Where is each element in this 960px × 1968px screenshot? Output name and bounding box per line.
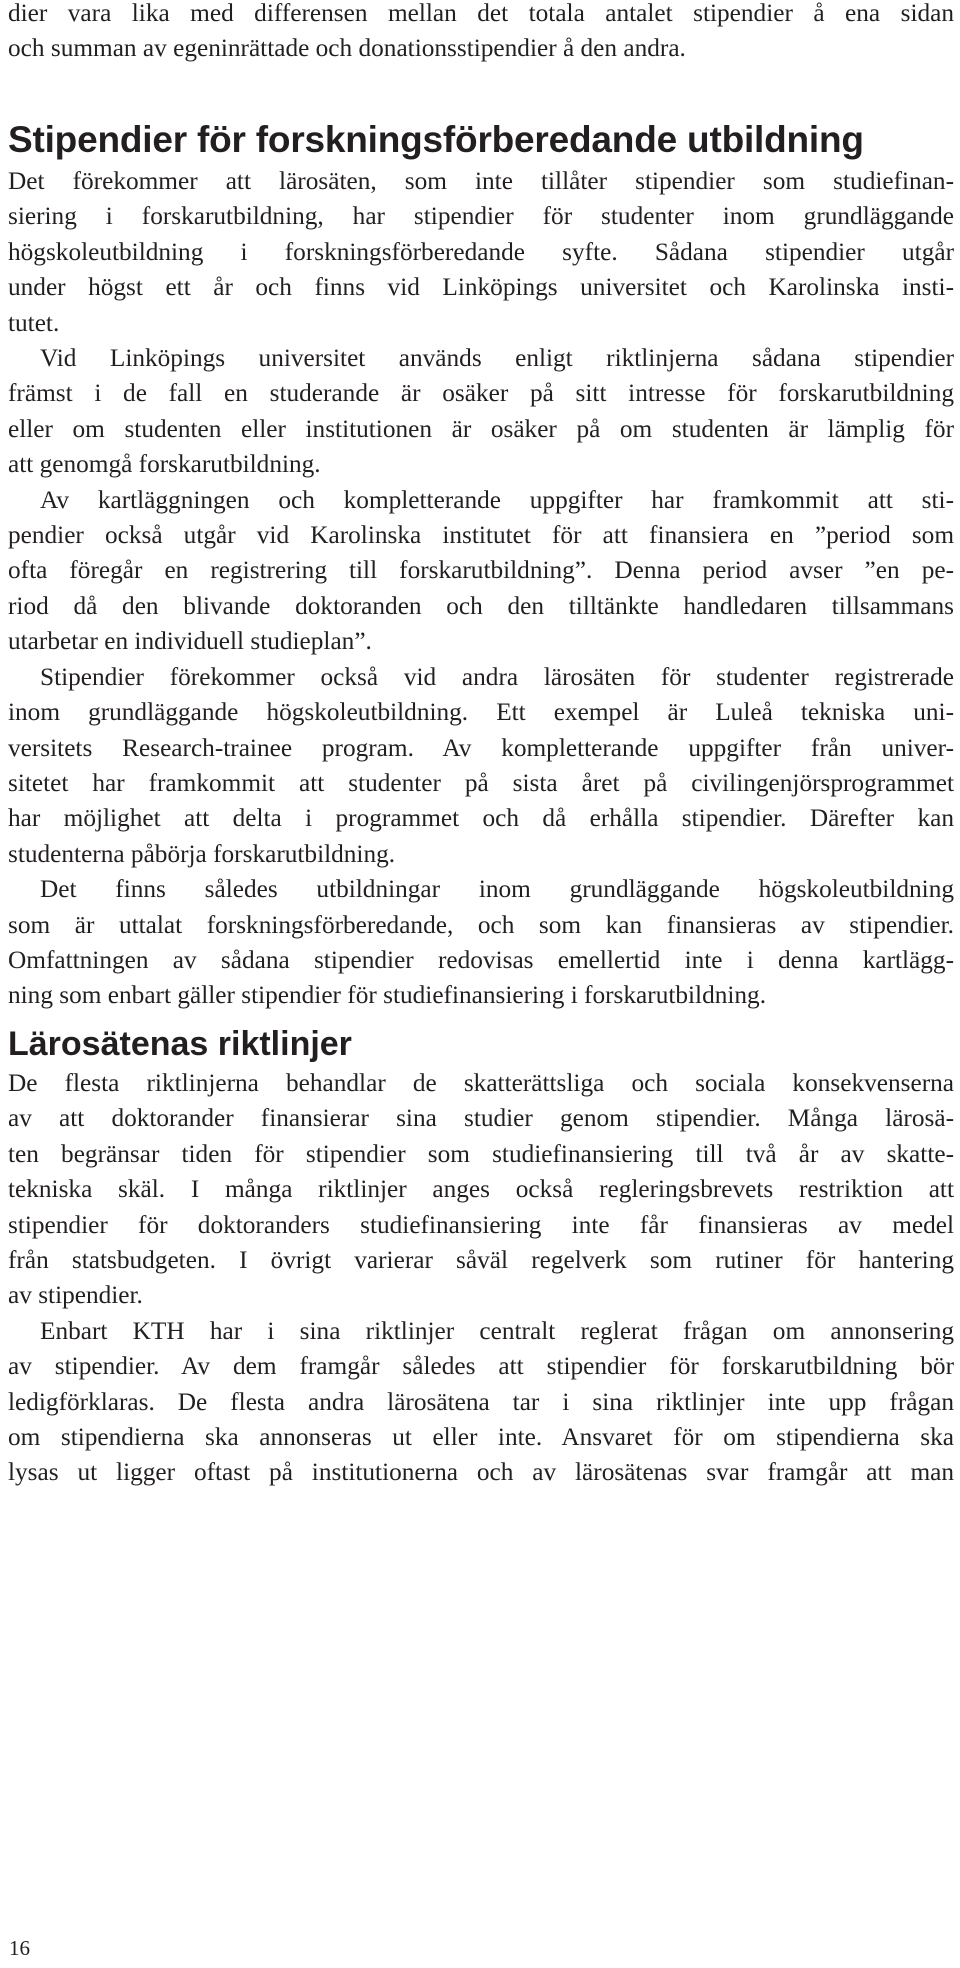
paragraph	[8, 1314, 954, 1491]
paragraph	[8, 164, 954, 341]
text-line: siering i forskarutbildning, har stipendier för studenter inom grundläggande	[8, 202, 954, 231]
text-line: av stipendier.	[8, 1281, 143, 1310]
paragraph	[8, 341, 954, 483]
text-line: pendier också utgår vid Karolinska institutet för att finansiera en ”period som	[8, 521, 954, 550]
text-line: Stipendier förekommer också vid andra lärosäten för studenter registrerade	[40, 662, 954, 691]
text-line: under högst ett år och finns vid Linköpings universitet och Karolinska insti-	[8, 273, 954, 302]
intro-line: och summan av egeninrättade och donationsstipendier å den andra.	[8, 34, 686, 63]
section-body	[8, 164, 954, 1014]
section-heading: Stipendier för forskningsförberedande utbildning	[8, 119, 864, 160]
section-heading-block	[8, 1022, 954, 1066]
text-line: Det finns således utbildningar inom grundläggande högskoleutbildning	[40, 875, 954, 904]
text-line: De flesta riktlinjerna behandlar de skatterättsliga och sociala konsekvenserna	[8, 1069, 954, 1097]
text-line: främst i de fall en studerande är osäker på sitt intresse för forskarutbildning	[8, 379, 954, 408]
text-line: ten begränsar tiden för stipendier som studiefinansiering till två år av skatte-	[8, 1139, 954, 1168]
text-line: Av kartläggningen och kompletterande uppgifter har framkommit att sti-	[40, 485, 954, 514]
text-line: studenterna påbörja forskarutbildning.	[8, 839, 396, 868]
text-line: Omfattningen av sådana stipendier redovisas emellertid inte i denna kartlägg-	[8, 945, 954, 974]
section-heading: Lärosätenas riktlinjer	[8, 1025, 352, 1063]
intro-line: dier vara lika med differensen mellan det totala antalet stipendier å ena sidan	[8, 0, 954, 27]
text-line: eller om studenten eller institutionen är osäker på om studenten är lämplig för	[8, 414, 954, 443]
text-line: ning som enbart gäller stipendier för studiefinansiering i forskarutbildning.	[8, 981, 767, 1010]
intro-block	[8, 0, 954, 67]
text-line: om stipendierna ska annonseras ut eller inte. Ansvaret för om stipendierna ska	[8, 1423, 954, 1452]
paragraph	[8, 483, 954, 660]
text-line: sitetet har framkommit att studenter på sista året på civilingenjörsprogrammet	[8, 768, 954, 797]
paragraph	[8, 660, 954, 872]
text-line: stipendier för doktoranders studiefinansiering inte får finansieras av medel	[8, 1210, 954, 1239]
text-line: som är uttalat forskningsförberedande, och som kan finansieras av stipendier.	[8, 910, 954, 939]
text-line: Vid Linköpings universitet används enligt riktlinjerna sådana stipendier	[40, 344, 954, 373]
text-line: har möjlighet att delta i programmet och då erhålla stipendier. Därefter kan	[8, 804, 954, 833]
text-line: från statsbudgeten. I övrigt varierar såväl regelverk som rutiner för hantering	[8, 1246, 954, 1275]
text-line: högskoleutbildning i forskningsförberedande syfte. Sådana stipendier utgår	[8, 237, 954, 266]
text-line: Enbart KTH har i sina riktlinjer centralt reglerat frågan om annonsering	[40, 1316, 954, 1345]
section-heading-block	[8, 118, 954, 162]
section-body	[8, 1066, 954, 1491]
text-line: tekniska skäl. I många riktlinjer anges också regleringsbrevets restriktion att	[8, 1175, 954, 1204]
text-line: ledigförklaras. De flesta andra lärosätena tar i sina riktlinjer inte upp frågan	[8, 1387, 954, 1416]
text-line: av att doktorander finansierar sina studier genom stipendier. Många lärosä-	[8, 1104, 954, 1133]
text-line: inom grundläggande högskoleutbildning. Ett exempel är Luleå tekniska uni-	[8, 698, 954, 727]
text-line: att genomgå forskarutbildning.	[8, 450, 321, 479]
text-line: versitets Research-trainee program. Av kompletterande uppgifter från univer-	[8, 733, 954, 762]
text-line: utarbetar en individuell studieplan”.	[8, 627, 372, 656]
paragraph	[8, 1066, 954, 1314]
text-line: tutet.	[8, 308, 60, 337]
page-number: 16	[9, 1936, 30, 1960]
paragraph	[8, 872, 954, 1014]
text-line: ofta föregår en registrering till forskarutbildning”. Denna period avser ”en pe-	[8, 556, 954, 585]
text-line: lysas ut ligger oftast på institutionerna och av lärosätenas svar framgår att man	[8, 1458, 954, 1487]
text-line: riod då den blivande doktoranden och den tilltänkte handledaren tillsammans	[8, 591, 954, 620]
text-line: av stipendier. Av dem framgår således att stipendier för forskarutbildning bör	[8, 1352, 954, 1381]
text-line: Det förekommer att lärosäten, som inte tillåter stipendier som studiefinan-	[8, 167, 954, 195]
